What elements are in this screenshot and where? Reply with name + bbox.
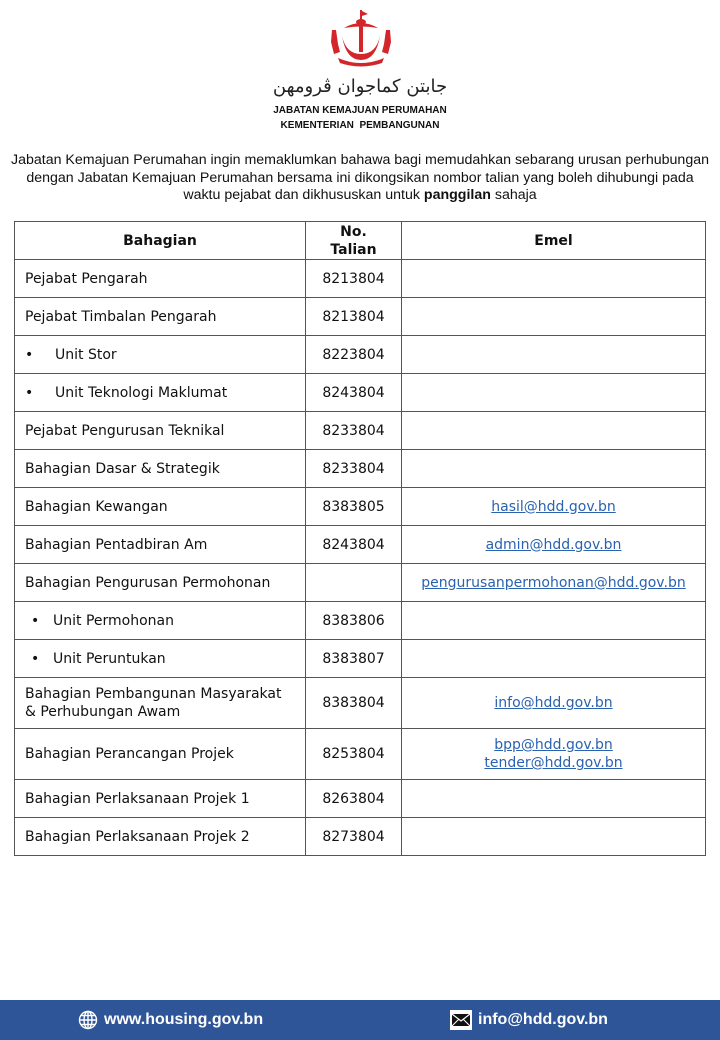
bahagian-cell bbox=[15, 336, 306, 374]
email-cell bbox=[402, 526, 706, 564]
footer-bar bbox=[0, 1000, 720, 1040]
bahagian-cell bbox=[15, 450, 306, 488]
brunei-crest-icon bbox=[326, 8, 396, 68]
phone-number: 8213804 bbox=[306, 260, 402, 298]
globe-icon bbox=[78, 1010, 98, 1030]
intro-bold: panggilan bbox=[423, 187, 491, 203]
email-link[interactable]: pengurusanpermohonan@hdd.gov.bn bbox=[421, 574, 686, 591]
phone-number: 8243804 bbox=[306, 374, 402, 412]
intro-text-end: sahaja bbox=[490, 187, 537, 203]
table-row bbox=[15, 564, 706, 602]
bahagian-cell bbox=[15, 488, 306, 526]
phone-number: 8263804 bbox=[306, 780, 402, 818]
email-link[interactable]: hasil@hdd.gov.bn bbox=[491, 498, 616, 515]
bahagian-name: Bahagian Perlaksanaan Projek 1 bbox=[25, 790, 250, 807]
ministry-name: KEMENTERIAN PEMBANGUNAN bbox=[280, 120, 440, 131]
email-cell bbox=[402, 298, 706, 336]
table-row bbox=[15, 336, 706, 374]
email-cell bbox=[402, 488, 706, 526]
bahagian-name: Unit Teknologi Maklumat bbox=[55, 384, 228, 401]
bahagian-name: Unit Peruntukan bbox=[53, 650, 166, 667]
bahagian-cell bbox=[15, 564, 306, 602]
email-cell bbox=[402, 640, 706, 678]
bahagian-name: Pejabat Pengarah bbox=[25, 270, 148, 287]
header-emel: Emel bbox=[402, 222, 706, 260]
bahagian-cell bbox=[15, 602, 306, 640]
email-cell bbox=[402, 602, 706, 640]
header-bahagian: Bahagian bbox=[15, 222, 306, 260]
bahagian-cell bbox=[15, 640, 306, 678]
table-row bbox=[15, 374, 706, 412]
phone-number: 8383806 bbox=[306, 602, 402, 640]
phone-number: 8383805 bbox=[306, 488, 402, 526]
email-link[interactable]: bpp@hdd.gov.bn bbox=[494, 737, 613, 753]
table-row bbox=[15, 488, 706, 526]
bahagian-name: Pejabat Timbalan Pengarah bbox=[25, 308, 217, 325]
bahagian-cell bbox=[15, 678, 306, 729]
website-link[interactable]: www.housing.gov.bn bbox=[104, 1011, 264, 1028]
email-cell bbox=[402, 412, 706, 450]
phone-number: 8223804 bbox=[306, 336, 402, 374]
table-row bbox=[15, 412, 706, 450]
bahagian-name: Bahagian Pembangunan Masyarakat & Perhubungan Awam bbox=[25, 686, 282, 720]
table-row bbox=[15, 298, 706, 336]
phone-number bbox=[306, 564, 402, 602]
footer-email-link[interactable]: info@hdd.gov.bn bbox=[478, 1011, 608, 1028]
bahagian-cell bbox=[15, 526, 306, 564]
intro-paragraph bbox=[8, 152, 712, 205]
bahagian-name: Unit Permohonan bbox=[53, 612, 174, 629]
org-name: JABATAN KEMAJUAN PERUMAHAN bbox=[273, 105, 447, 116]
bahagian-name: Unit Stor bbox=[55, 346, 117, 363]
bahagian-cell bbox=[15, 298, 306, 336]
email-cell bbox=[402, 374, 706, 412]
table-row bbox=[15, 526, 706, 564]
bullet-icon: • bbox=[31, 650, 40, 667]
email-cell bbox=[402, 678, 706, 729]
intro-text: Jabatan Kemajuan Perumahan ingin memaklumkan bahawa bagi memudahkan sebarang urusan perhubungan dengan Jabatan Kemajuan Perumahan bersama ini dikongsikan nombor talian yang boleh dihubungi pada waktu pejabat dan dikhususkan untuk bbox=[10, 152, 709, 203]
bahagian-name: Bahagian Perancangan Projek bbox=[25, 746, 234, 762]
email-cell bbox=[402, 780, 706, 818]
bahagian-cell bbox=[15, 780, 306, 818]
bullet-icon: • bbox=[25, 346, 34, 363]
table-header-row bbox=[15, 222, 706, 260]
bahagian-cell bbox=[15, 374, 306, 412]
phone-number: 8233804 bbox=[306, 412, 402, 450]
phone-number: 8383807 bbox=[306, 640, 402, 678]
letterhead bbox=[0, 0, 720, 140]
header-no-talian: No. Talian bbox=[306, 222, 402, 260]
phone-number: 8243804 bbox=[306, 526, 402, 564]
bahagian-name: Bahagian Pentadbiran Am bbox=[25, 536, 208, 553]
bullet-icon: • bbox=[25, 384, 34, 401]
envelope-icon bbox=[450, 1010, 472, 1030]
email-cell bbox=[402, 450, 706, 488]
table-row bbox=[15, 450, 706, 488]
email-cell bbox=[402, 336, 706, 374]
table-row bbox=[15, 780, 706, 818]
phone-number: 8383804 bbox=[306, 678, 402, 729]
jawi-org-name: جابتن كماجوان ڤرومهن bbox=[272, 76, 448, 97]
table-row bbox=[15, 260, 706, 298]
bahagian-cell bbox=[15, 818, 306, 856]
email-link[interactable]: info@hdd.gov.bn bbox=[494, 695, 613, 711]
bahagian-name: Pejabat Pengurusan Teknikal bbox=[25, 422, 225, 439]
bahagian-cell bbox=[15, 260, 306, 298]
contact-table bbox=[14, 221, 706, 856]
table-row bbox=[15, 640, 706, 678]
footer-website[interactable] bbox=[78, 1010, 263, 1030]
bahagian-name: Bahagian Perlaksanaan Projek 2 bbox=[25, 828, 250, 845]
phone-number: 8253804 bbox=[306, 729, 402, 780]
phone-number: 8273804 bbox=[306, 818, 402, 856]
bahagian-name: Bahagian Kewangan bbox=[25, 498, 168, 515]
email-cell bbox=[402, 564, 706, 602]
phone-number: 8233804 bbox=[306, 450, 402, 488]
bullet-icon: • bbox=[31, 612, 40, 629]
footer-email[interactable] bbox=[450, 1010, 608, 1030]
table-row bbox=[15, 729, 706, 780]
table-row bbox=[15, 818, 706, 856]
bahagian-cell bbox=[15, 729, 306, 780]
bahagian-cell bbox=[15, 412, 306, 450]
email-link[interactable]: admin@hdd.gov.bn bbox=[485, 536, 622, 553]
table-row bbox=[15, 678, 706, 729]
bahagian-name: Bahagian Dasar & Strategik bbox=[25, 460, 220, 477]
email-cell bbox=[402, 260, 706, 298]
phone-number: 8213804 bbox=[306, 298, 402, 336]
email-cell bbox=[402, 818, 706, 856]
bahagian-name: Bahagian Pengurusan Permohonan bbox=[25, 574, 271, 591]
table-row bbox=[15, 602, 706, 640]
email-link[interactable]: tender@hdd.gov.bn bbox=[484, 755, 623, 771]
email-cell bbox=[402, 729, 706, 780]
